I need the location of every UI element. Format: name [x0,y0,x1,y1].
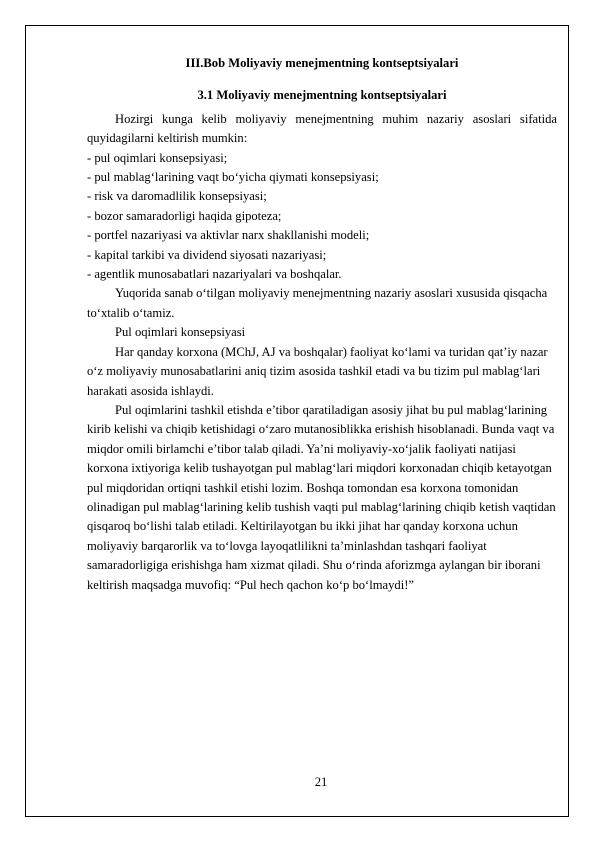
summary-paragraph: Yuqorida sanab oʻtilgan moliyaviy menejmentning nazariy asoslari xususida qisqacha toʻxtalib oʻtamiz. [87,286,548,320]
concepts-list [87,149,557,285]
section-title: 3.1 Moliyaviy menejmentning kontseptsiyalari [197,88,447,103]
subheading: Pul oqimlari konsepsiyasi [115,325,246,340]
list-item: - pul oqimlari konsepsiyasi; [87,150,228,165]
list-item: - kapital tarkibi va dividend siyosati nazariyasi; [87,247,327,262]
body-paragraph-1: Har qanday korxona (MChJ, AJ va boshqalar) faoliyat koʻlami va turidan qat’iy nazar oʻz moliyaviy munosabatlarini aniq tizim asosida tashkil etadi va bu tizim pul mablagʻlari harakati asosida ishlaydi. [87,344,548,398]
body-paragraph-2: Pul oqimlarini tashkil etishda e’tibor qaratiladigan asosiy jihat bu pul mablagʻlarining kirib kelishi va chiqib ketishidagi oʻzaro mutanosiblikka erishish hisoblanadi. Bunda vaqt va miqdor omili birlamchi e’tibor talab qiladi. Ya’ni moliyaviy-xoʻjalik faoliyati natijasi korxona ixtiyoriga kelib tushayotgan pul mablagʻlari miqdori korxonadan chiqib ketayotgan pul miqdoridan ortiqni tashkil etishi lozim. Boshqa tomondan esa korxona tomonidan olinadigan pul mablagʻlarining kelib tushish vaqti pul mablagʻlarining chiqib ketish vaqtidan qisqaroq boʻlishi talab etiladi. Keltirilayotgan bu ikki jihat har qanday korxona uchun moliyaviy barqarorlik va toʻlovga layoqatlilikni ta’minlashdan tashqari faoliyat samaradorligiga erishishga ham xizmat qiladi. Shu oʻrinda aforizmga aylangan bir iborani keltirish maqsadga muvofiq: “Pul hech qachon koʻp boʻlmaydi!” [87,402,556,592]
page-number: 21 [314,775,328,789]
document-body [87,54,557,595]
intro-paragraph: Hozirgi kunga kelib moliyaviy menejmentning muhim nazariy asoslari sifatida quyidagilarni keltirish mumkin: [87,111,557,146]
list-item: - risk va daromadlilik konsepsiyasi; [87,189,267,204]
list-item: - agentlik munosabatlari nazariyalari va boshqalar. [87,267,342,282]
list-item: - portfel nazariyasi va aktivlar narx shakllanishi modeli; [87,228,370,243]
list-item: - bozor samaradorligi haqida gipoteza; [87,208,282,223]
chapter-title: III.Bob Moliyaviy menejmentning kontseptsiyalari [185,56,459,70]
list-item: - pul mablagʻlarining vaqt boʻyicha qiymati konsepsiyasi; [87,170,379,185]
